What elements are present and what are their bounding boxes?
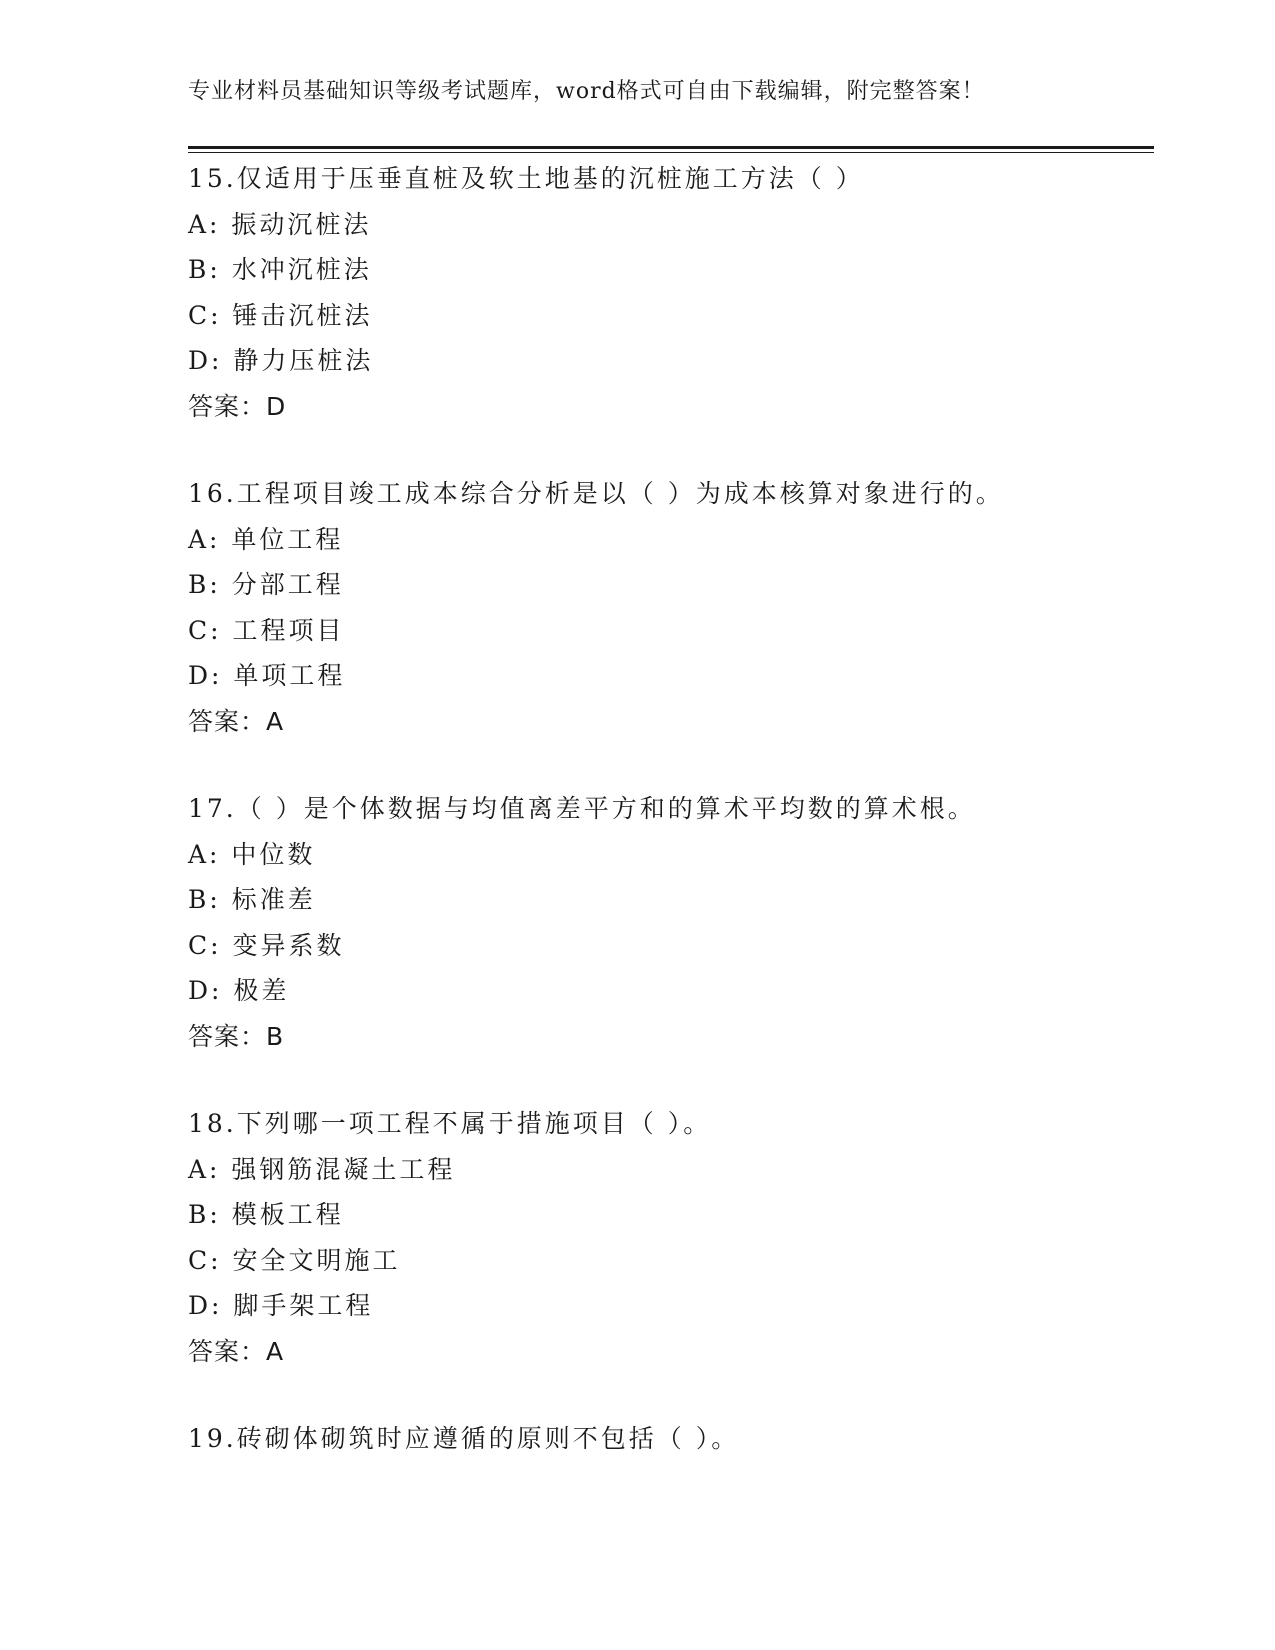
header-rule-thin [188, 152, 1154, 153]
page-header: 专业材料员基础知识等级考试题库，word格式可自由下载编辑，附完整答案！ [188, 79, 985, 104]
question-stem: 19.砖砌体砌筑时应遵循的原则不包括（ ）。 [188, 1424, 740, 1453]
answer: 答案：A [188, 1336, 285, 1366]
option-c: C: 变异系数 [188, 930, 345, 960]
answer: 答案：A [188, 706, 285, 736]
question-17 [188, 786, 1148, 1059]
question-stem: 16.工程项目竣工成本综合分析是以（ ）为成本核算对象进行的。 [188, 479, 1004, 508]
option-d: D: 脚手架工程 [188, 1291, 374, 1320]
question-stem: 17.（ ）是个体数据与均值离差平方和的算术平均数的算术根。 [188, 794, 976, 823]
option-a: A: 强钢筋混凝土工程 [188, 1154, 456, 1184]
question-16 [188, 471, 1148, 744]
option-b: B: 水冲沉桩法 [188, 255, 372, 284]
question-15 [188, 156, 1148, 429]
option-b: B: 标准差 [188, 885, 316, 914]
answer: 答案：D [188, 391, 287, 421]
header-rule-thick [188, 146, 1154, 149]
option-a: A: 中位数 [188, 839, 316, 869]
option-d: D: 单项工程 [188, 661, 346, 690]
answer: 答案：B [188, 1021, 285, 1051]
question-stem: 18.下列哪一项工程不属于措施项目（ ）。 [188, 1109, 712, 1138]
option-d: D: 极差 [188, 976, 290, 1005]
question-stem: 15.仅适用于压垂直桩及软土地基的沉桩施工方法（ ） [188, 164, 864, 193]
option-c: C: 安全文明施工 [188, 1245, 401, 1275]
option-c: C: 工程项目 [188, 615, 345, 645]
option-a: A: 单位工程 [188, 524, 344, 554]
option-c: C: 锤击沉桩法 [188, 300, 373, 330]
option-b: B: 分部工程 [188, 570, 344, 599]
question-19 [188, 1416, 1148, 1462]
option-d: D: 静力压桩法 [188, 346, 374, 375]
question-18 [188, 1101, 1148, 1374]
option-b: B: 模板工程 [188, 1200, 344, 1229]
option-a: A: 振动沉桩法 [188, 209, 372, 239]
